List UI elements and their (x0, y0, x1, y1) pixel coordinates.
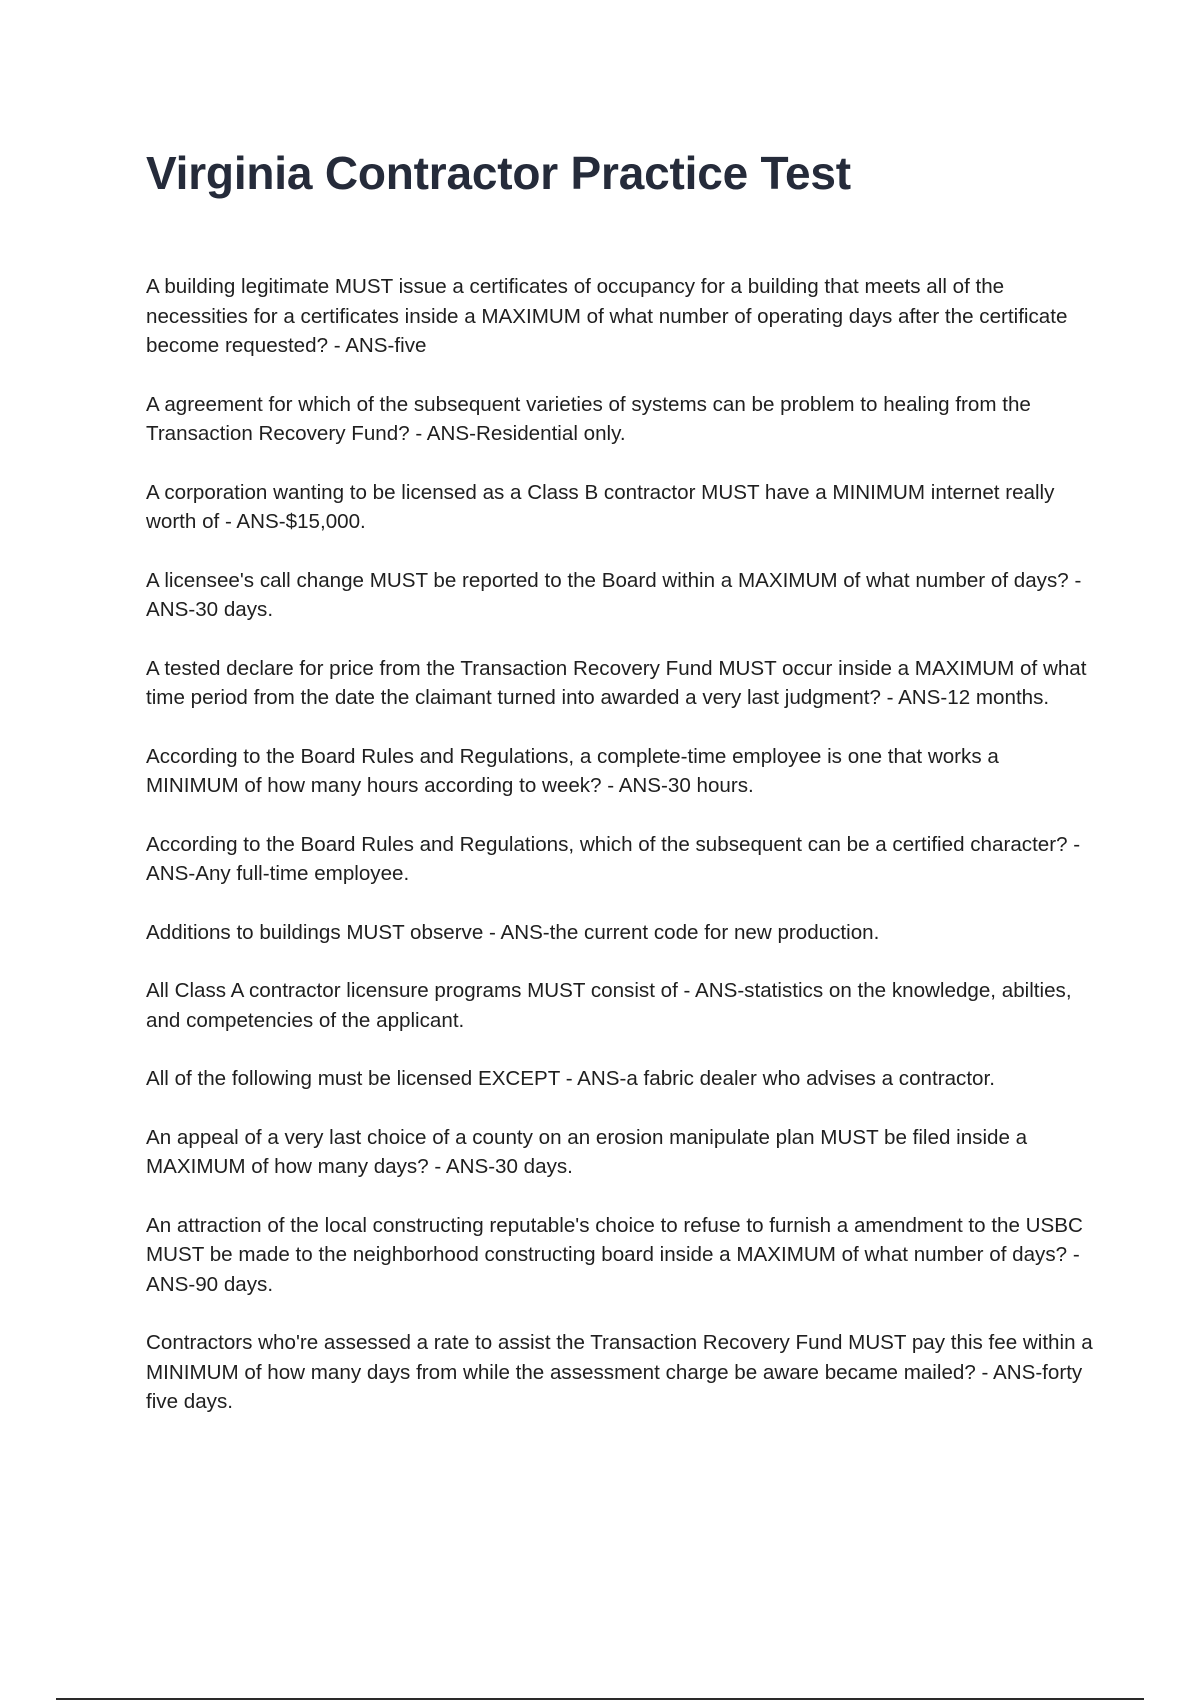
list-item: According to the Board Rules and Regulations, which of the subsequent can be a certified character? - ANS-Any full-time employee. (146, 832, 1081, 885)
list-item: All of the following must be licensed EXCEPT - ANS-a fabric dealer who advises a contractor. (146, 1067, 995, 1090)
page-title: Virginia Contractor Practice Test (146, 147, 851, 199)
list-item: Contractors who're assessed a rate to assist the Transaction Recovery Fund MUST pay this fee within a MINIMUM of how many days from while the assessment charge be aware became mailed? - ANS-forty five days. (146, 1331, 1093, 1413)
document-page (146, 142, 1096, 1413)
list-item: A building legitimate MUST issue a certificates of occupancy for a building that meets all of the necessities for a certificates inside a MAXIMUM of what number of operating days after the certificate become requested? - ANS-five (146, 275, 1068, 357)
list-item: A agreement for which of the subsequent varieties of systems can be problem to healing from the Transaction Recovery Fund? - ANS-Residential only. (146, 392, 1031, 445)
list-item: A tested declare for price from the Transaction Recovery Fund MUST occur inside a MAXIMUM of what time period from the date the claimant turned into awarded a very last judgment? - ANS-12 months. (146, 656, 1087, 709)
question-list (146, 272, 1096, 1446)
list-item: An appeal of a very last choice of a county on an erosion manipulate plan MUST be filed inside a MAXIMUM of how many days? - ANS-30 days. (146, 1125, 1028, 1178)
list-item: Additions to buildings MUST observe - ANS-the current code for new production. (146, 920, 880, 944)
list-item: An attraction of the local constructing reputable's choice to refuse to furnish a amendment to the USBC MUST be made to the neighborhood constructing board inside a MAXIMUM of what number of days? - ANS-90 days. (146, 1213, 1083, 1296)
list-item: All Class A contractor licensure programs MUST consist of - ANS-statistics on the knowledge, abilties, and competencies of the applicant. (146, 979, 1072, 1032)
list-item: A corporation wanting to be licensed as a Class B contractor MUST have a MINIMUM internet really worth of - ANS-$15,000. (146, 480, 1055, 533)
list-item: According to the Board Rules and Regulations, a complete-time employee is one that works a MINIMUM of how many hours according to week? - ANS-30 hours. (146, 744, 999, 797)
list-item: A licensee's call change MUST be reported to the Board within a MAXIMUM of what number of days? - ANS-30 days. (146, 568, 1082, 621)
